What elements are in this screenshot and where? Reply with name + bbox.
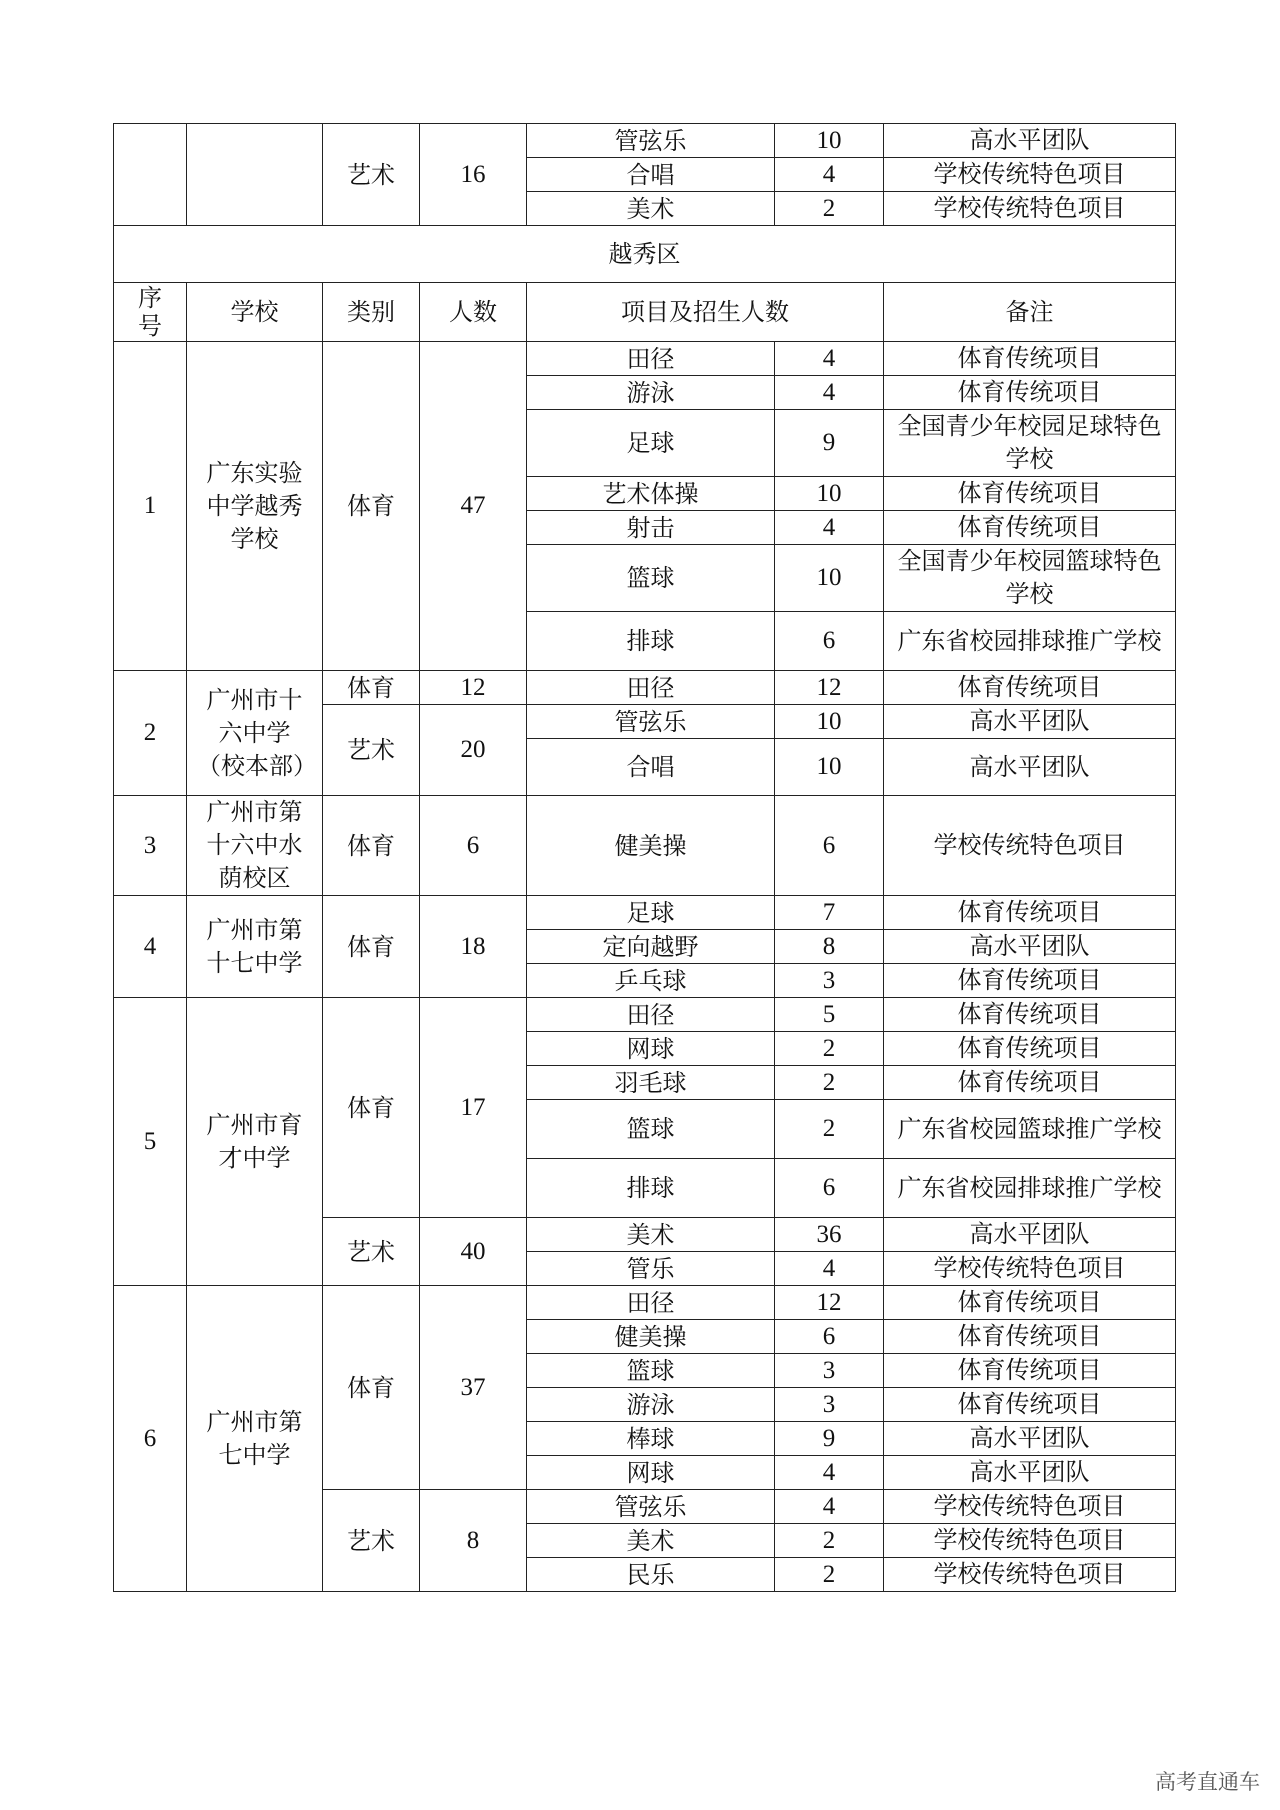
note-cell: 学校传统特色项目 (884, 1490, 1176, 1524)
count-cell: 12 (420, 671, 527, 705)
quota-cell: 4 (775, 1456, 884, 1490)
school-header: 学校 (187, 283, 323, 342)
quota-cell: 2 (775, 1524, 884, 1558)
project-cell: 田径 (527, 1286, 775, 1320)
table-row (114, 342, 1176, 376)
quota-cell: 4 (775, 511, 884, 545)
watermark: 高考直通车 (1155, 1770, 1260, 1794)
index-cell-empty (114, 124, 187, 226)
category-cell: 艺术 (323, 705, 420, 796)
table-row (114, 998, 1176, 1032)
note-cell: 体育传统项目 (884, 1354, 1176, 1388)
project-cell: 射击 (527, 511, 775, 545)
project-cell: 田径 (527, 998, 775, 1032)
count-cell: 8 (420, 1490, 527, 1592)
quota-cell: 7 (775, 896, 884, 930)
category-cell: 体育 (323, 1286, 420, 1490)
project-cell: 足球 (527, 410, 775, 477)
category-cell: 体育 (323, 671, 420, 705)
note-cell: 广东省校园排球推广学校 (884, 1159, 1176, 1218)
quota-cell: 8 (775, 930, 884, 964)
category-cell: 艺术 (323, 1490, 420, 1592)
quota-cell: 10 (775, 477, 884, 511)
quota-cell: 9 (775, 1422, 884, 1456)
note-cell: 高水平团队 (884, 1218, 1176, 1252)
project-cell: 篮球 (527, 1354, 775, 1388)
note-header: 备注 (884, 283, 1176, 342)
project-cell: 定向越野 (527, 930, 775, 964)
quota-cell: 2 (775, 1558, 884, 1592)
note-cell: 学校传统特色项目 (884, 1524, 1176, 1558)
note-cell: 体育传统项目 (884, 477, 1176, 511)
project-cell: 田径 (527, 342, 775, 376)
quota-cell: 2 (775, 192, 884, 226)
quota-cell: 4 (775, 1490, 884, 1524)
quota-cell: 6 (775, 796, 884, 896)
quota-cell: 3 (775, 964, 884, 998)
project-cell: 田径 (527, 671, 775, 705)
note-cell: 体育传统项目 (884, 1066, 1176, 1100)
count-header: 人数 (420, 283, 527, 342)
table-row (114, 796, 1176, 896)
count-cell: 6 (420, 796, 527, 896)
note-cell: 体育传统项目 (884, 671, 1176, 705)
index-header: 序号 (114, 283, 187, 342)
quota-cell: 10 (775, 705, 884, 739)
table-row (114, 896, 1176, 930)
school-name-cell: 广州市育才中学 (187, 998, 323, 1286)
quota-cell: 6 (775, 1159, 884, 1218)
note-cell: 体育传统项目 (884, 376, 1176, 410)
count-cell: 16 (420, 124, 527, 226)
count-cell: 20 (420, 705, 527, 796)
project-cell: 健美操 (527, 1320, 775, 1354)
category-cell: 体育 (323, 796, 420, 896)
table-row (114, 671, 1176, 705)
district-title: 越秀区 (114, 226, 1176, 283)
category-cell: 艺术 (323, 124, 420, 226)
quota-cell: 3 (775, 1388, 884, 1422)
project-cell: 民乐 (527, 1558, 775, 1592)
project-header: 项目及招生人数 (527, 283, 884, 342)
table-body (114, 124, 1176, 1592)
category-cell: 体育 (323, 342, 420, 671)
project-cell: 管乐 (527, 1252, 775, 1286)
category-cell: 体育 (323, 896, 420, 998)
note-cell: 体育传统项目 (884, 998, 1176, 1032)
note-cell: 高水平团队 (884, 739, 1176, 796)
admissions-table (113, 123, 1176, 1592)
index-cell: 1 (114, 342, 187, 671)
note-cell: 体育传统项目 (884, 1286, 1176, 1320)
quota-cell: 12 (775, 1286, 884, 1320)
school-cell-empty (187, 124, 323, 226)
district-row (114, 226, 1176, 283)
note-cell: 学校传统特色项目 (884, 796, 1176, 896)
note-cell: 学校传统特色项目 (884, 158, 1176, 192)
quota-cell: 10 (775, 124, 884, 158)
project-cell: 合唱 (527, 739, 775, 796)
note-cell: 体育传统项目 (884, 896, 1176, 930)
project-cell: 乒乓球 (527, 964, 775, 998)
note-cell: 学校传统特色项目 (884, 1252, 1176, 1286)
quota-cell: 4 (775, 342, 884, 376)
project-cell: 美术 (527, 1524, 775, 1558)
note-cell: 学校传统特色项目 (884, 1558, 1176, 1592)
note-cell: 体育传统项目 (884, 342, 1176, 376)
project-cell: 美术 (527, 192, 775, 226)
note-cell: 全国青少年校园篮球特色学校 (884, 545, 1176, 612)
note-cell: 高水平团队 (884, 1456, 1176, 1490)
table-row (114, 1286, 1176, 1320)
quota-cell: 2 (775, 1066, 884, 1100)
project-cell: 羽毛球 (527, 1066, 775, 1100)
project-cell: 游泳 (527, 376, 775, 410)
project-cell: 排球 (527, 612, 775, 671)
note-cell: 学校传统特色项目 (884, 192, 1176, 226)
quota-cell: 6 (775, 1320, 884, 1354)
quota-cell: 4 (775, 376, 884, 410)
quota-cell: 10 (775, 545, 884, 612)
category-cell: 体育 (323, 998, 420, 1218)
project-cell: 健美操 (527, 796, 775, 896)
project-cell: 管弦乐 (527, 1490, 775, 1524)
quota-cell: 9 (775, 410, 884, 477)
quota-cell: 6 (775, 612, 884, 671)
project-cell: 足球 (527, 896, 775, 930)
note-cell: 体育传统项目 (884, 511, 1176, 545)
quota-cell: 36 (775, 1218, 884, 1252)
project-cell: 美术 (527, 1218, 775, 1252)
note-cell: 体育传统项目 (884, 964, 1176, 998)
index-cell: 5 (114, 998, 187, 1286)
quota-cell: 2 (775, 1032, 884, 1066)
count-cell: 47 (420, 342, 527, 671)
note-cell: 体育传统项目 (884, 1388, 1176, 1422)
project-cell: 网球 (527, 1032, 775, 1066)
quota-cell: 5 (775, 998, 884, 1032)
index-cell: 3 (114, 796, 187, 896)
school-name-cell: 广州市第十六中水荫校区 (187, 796, 323, 896)
quota-cell: 12 (775, 671, 884, 705)
project-cell: 篮球 (527, 1100, 775, 1159)
quota-cell: 4 (775, 158, 884, 192)
index-cell: 4 (114, 896, 187, 998)
note-cell: 体育传统项目 (884, 1032, 1176, 1066)
project-cell: 管弦乐 (527, 124, 775, 158)
school-name-cell: 广州市十六中学（校本部） (187, 671, 323, 796)
note-cell: 体育传统项目 (884, 1320, 1176, 1354)
note-cell: 广东省校园排球推广学校 (884, 612, 1176, 671)
school-name-cell: 广州市第七中学 (187, 1286, 323, 1592)
project-cell: 管弦乐 (527, 705, 775, 739)
quota-cell: 10 (775, 739, 884, 796)
quota-cell: 4 (775, 1252, 884, 1286)
note-cell: 高水平团队 (884, 930, 1176, 964)
index-cell: 6 (114, 1286, 187, 1592)
quota-cell: 2 (775, 1100, 884, 1159)
note-cell: 高水平团队 (884, 124, 1176, 158)
table-row (114, 124, 1176, 158)
project-cell: 游泳 (527, 1388, 775, 1422)
note-cell: 广东省校园篮球推广学校 (884, 1100, 1176, 1159)
header-row (114, 283, 1176, 342)
project-cell: 合唱 (527, 158, 775, 192)
count-cell: 18 (420, 896, 527, 998)
project-cell: 排球 (527, 1159, 775, 1218)
category-header: 类别 (323, 283, 420, 342)
count-cell: 17 (420, 998, 527, 1218)
note-cell: 高水平团队 (884, 1422, 1176, 1456)
project-cell: 棒球 (527, 1422, 775, 1456)
project-cell: 艺术体操 (527, 477, 775, 511)
school-name-cell: 广东实验中学越秀学校 (187, 342, 323, 671)
count-cell: 40 (420, 1218, 527, 1286)
project-cell: 网球 (527, 1456, 775, 1490)
note-cell: 高水平团队 (884, 705, 1176, 739)
note-cell: 全国青少年校园足球特色学校 (884, 410, 1176, 477)
quota-cell: 3 (775, 1354, 884, 1388)
project-cell: 篮球 (527, 545, 775, 612)
count-cell: 37 (420, 1286, 527, 1490)
category-cell: 艺术 (323, 1218, 420, 1286)
index-cell: 2 (114, 671, 187, 796)
school-name-cell: 广州市第十七中学 (187, 896, 323, 998)
